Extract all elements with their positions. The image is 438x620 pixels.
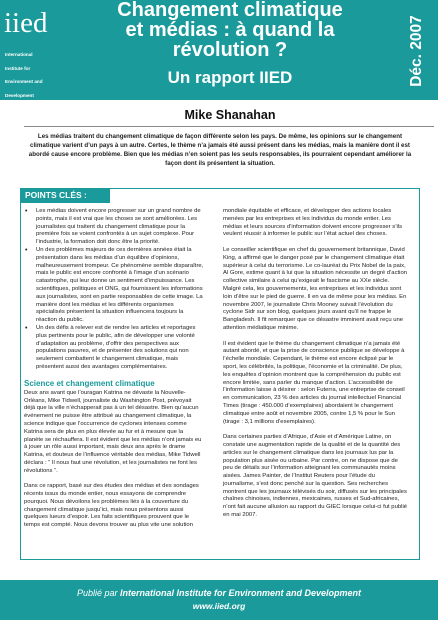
publication-date: Déc. 2007 xyxy=(408,15,425,87)
right-column xyxy=(223,208,408,528)
body-paragraph: mondiale équitable et efficace, et développer des actions locales menées par les entreprises et les individus du monde entier. Les médias et leurs sources d’information doivent encore progresser s’ils veulent réussir à informer le public sur l’état actuel des choses. xyxy=(223,208,403,238)
body-paragraph: Deux ans avant que l’ouragan Katrina ne dévaste la Nouvelle-Orléans, Mike Tidwell, journaliste du Washington Post, prévoyait déjà que la ville n’échapperait pas à un tel désastre. Bien qu’aucun événement ne puisse être attribué au changement climatique, la science indique que l’occurrence de cyclones intenses comme Katrina sera de plus en plus élevée au fur et à mesure que la planète se réchauffera. Il est évident que les médias n’ont jamais eu à jouer un rôle aussi important, mais deux ans après le drame Katrina, et douteux de l’influence véritable des médias, Mike Tidwell déclara : “ Il nous faut une révolution, et les journalistes ne font les révolutions ”. xyxy=(24,389,202,474)
divider xyxy=(24,126,434,127)
title-line: et médias : à quand la xyxy=(125,19,335,41)
key-points-list xyxy=(24,208,204,372)
key-points-header xyxy=(20,188,110,203)
body-paragraph: Dans ce rapport, basé sur des études des médias et des sondages récents issus du monde entier, nous essayons de comprendre pourquoi. Nous dévoilons les problèmes liés à la couverture du changement climatique jusqu’ici, mais nous présentons aussi quelques lueurs d’espoir. Les faits scientifiques prouvent que le temps est compté. Nous devons trouver au plus vite une solution xyxy=(24,483,199,529)
footer-banner xyxy=(0,580,438,620)
logo-wordmark: iied xyxy=(4,8,48,38)
publisher-line xyxy=(0,588,438,598)
author-name: Mike Shanahan xyxy=(184,108,276,122)
body-paragraph: Le conseiller scientifique en chef du gouvernement britannique, David King, a affirmé que le danger posé par le changement climatique était supérieur à celui du terrorisme. Le co-lauréat du Prix Nobel de la paix, Al Gore, estime quant à lui que la situation nécessite un degré d’action collective similaire à celui qu’exigeait le fascisme au XXe siècle. Malgré cela, les gouvernements, les entreprises et les individus sont loin d’être sur le pied de guerre. Il en va de même pour les médias. En novembre 2007, le journaliste Chris Mooney suivait l’évolution du cyclone Sidr sur son blog, quelques jours avant qu’il ne frappe le Bangladesh. Il fit remarquer que ce désastre imminent avait reçu une attention médiatique minime. xyxy=(223,246,408,331)
title-line: Changement climatique xyxy=(117,0,343,21)
left-column xyxy=(24,208,204,538)
iied-logo-icon xyxy=(4,8,58,38)
page-subtitle: Un rapport IIED xyxy=(167,68,293,87)
org-line: Environment and xyxy=(5,79,43,84)
org-line: Institute for xyxy=(5,65,31,71)
website-link[interactable]: www.iied.org xyxy=(192,601,246,611)
publisher-name: International Institute for Environment and Development xyxy=(120,588,362,598)
published-by-label: Publié par xyxy=(76,588,118,598)
org-line: Development xyxy=(5,92,34,98)
page-title xyxy=(95,0,365,60)
org-line: International xyxy=(5,52,33,57)
org-name-block xyxy=(5,48,95,102)
title-line: révolution ? xyxy=(172,39,288,61)
date-block xyxy=(404,14,430,88)
key-points-heading: POINTS CLÉS : xyxy=(25,190,87,200)
key-point-item: • Un des problèmes majeurs de ces dernières années était la présentation dans les médias d’un équilibre d’opinions, malheureusement trompeur. Ce phénomène semble disparaître, mais le public est encore confronté à l’image d’un scénario catastrophe, qui leur donne un sentiment d’impuissance. Les scientifiques, politiques et ONG, qui fournissent les informations aux journalistes, sont en partie responsables de cette image. La manière dont les médias et les différents organismes spécialisés présentent la situation influencera toujours la réaction du public. xyxy=(24,247,204,325)
section-heading: Science et changement climatique xyxy=(24,378,155,388)
body-paragraph: Il est évident que le thème du changement climatique n’a jamais été autant abordé, et que la prise de conscience publique se développe à l’échelle mondiale. Cependant, le thème est encore éclipsé par le sport, les célébrités, la politique, l’économie et la criminalité. De plus, les enquêtes d’opinion montrent que la compréhension du public est encore limitée, sans parler du manque d’action. L’accessibilité de l’information laisse à désirer : selon Futerra, une entreprise de conseil en communication, 23 % des articles du journal intellectuel Financial Times (tirage : 450.000 d’exemplaires) abordaient le changement climatique entre août et novembre 2005, contre 1,5 % pour le Sun (tirage : 3,1 millions d’exemplaires). xyxy=(223,340,405,425)
iied-logo xyxy=(4,8,58,38)
key-point-item: • Un des défis à relever est de rendre les articles et reportages plus pertinents pour le public, afin de développer une volonté d’adaptation au problème, d’offrir des perspectives aux populations pauvres, et de présenter des solutions qui non seulement combattent le changement climatique, mais présentent aussi des avantages complémentaires. xyxy=(24,325,204,372)
key-point-item: • Les médias doivent encore progresser sur un grand nombre de points, mais il est vrai que les choses se sont améliorées. Les journalistes qui traitent du changement climatique pour la première fois se voient confrontés à un sujet complexe. Pour l’industrie, la formation doit donc être la priorité. xyxy=(24,208,204,247)
header-banner xyxy=(0,0,438,100)
lead-summary: Les médias traitent du changement climatique de façon différente selon les pays. De même, les opinions sur le changement climatique varient d’un pays à un autre. Certes, le thème n’a jamais été aussi présent dans les médias, mais la manière dont il est abordé cause encore problème. Bien que les médias n’en soient pas les seuls responsables, ils pourraient cependant améliorer la façon dont ils présentent la situation. xyxy=(28,133,412,167)
body-paragraph: Dans certaines parties d’Afrique, d’Asie et d’Amérique Latine, on constate une augmentation rapide de la qualité et de la quantité des articles sur le changement climatique dans les journaux lus par la population plus aisée ou urbaine. Par contre, on ne dispose que de peu de détails sur l’information atteignant les communautés moins aisées. James Painter, de l’Institut Reuters pour l’étude du journalisme, s’est donc penché sur la question. Ses recherches montrent que les journaux télévisés du soir, diffusés sur les principales chaînes chinoises, indiennes, mexicaines, russes et Sud-africaines, n’ont fait aucune allusion au rapport du GIEC lorsque celui-ci fut publié en mai 2007. xyxy=(223,434,408,519)
